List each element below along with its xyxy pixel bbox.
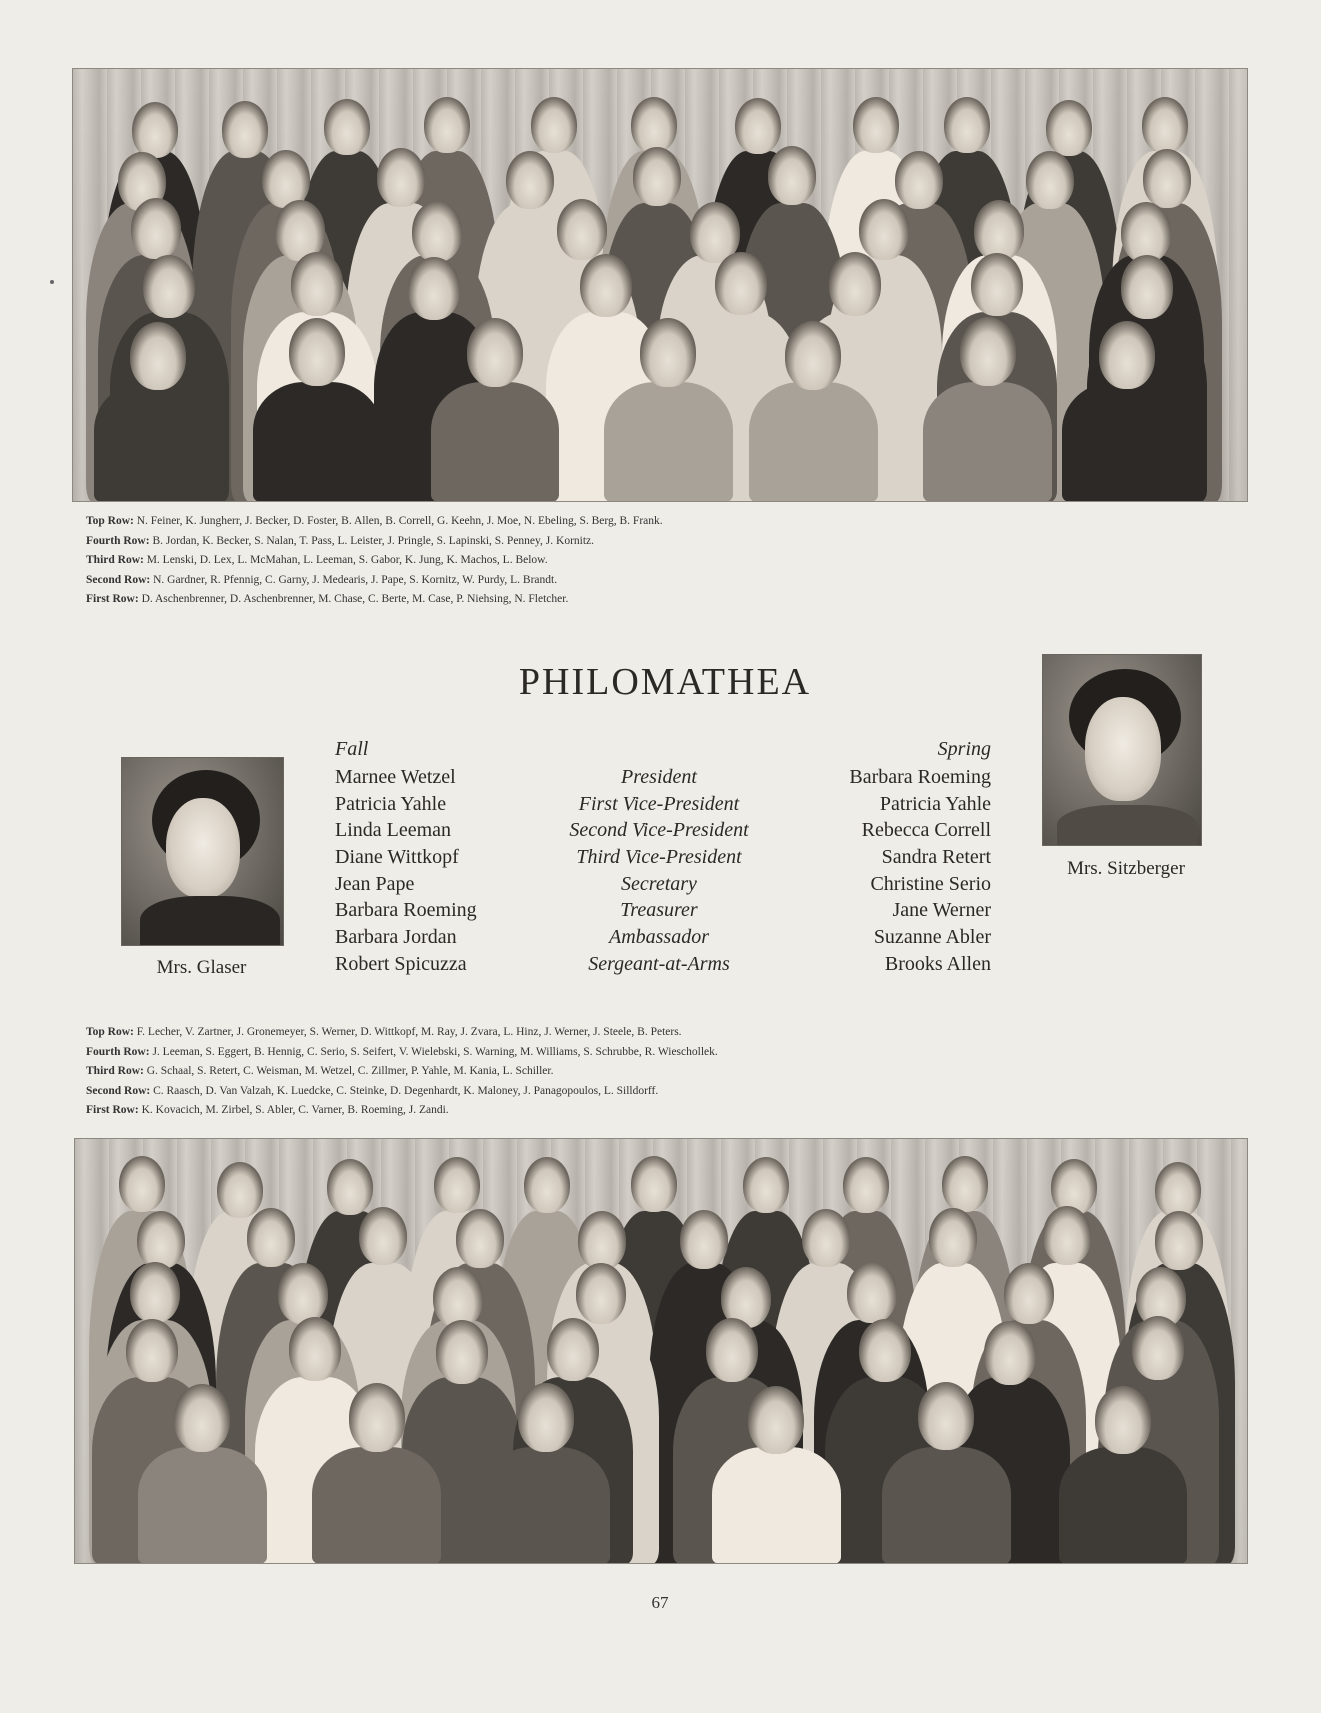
officer-fall-name: Linda Leeman xyxy=(335,819,452,842)
caption-row-label: Second Row: xyxy=(86,1084,151,1097)
caption-row-label: Third Row: xyxy=(86,1065,144,1077)
caption-row xyxy=(86,532,1246,552)
officer-spring-name: Suzanne Abler xyxy=(873,926,991,949)
caption-row xyxy=(86,512,1246,532)
top-group-photo xyxy=(72,68,1248,502)
officer-fall-name: Barbara Roeming xyxy=(335,899,477,922)
officer-fall-name: Marnee Wetzel xyxy=(335,766,456,788)
club-title: PHILOMATHEA xyxy=(518,661,812,703)
officer-fall-name: Barbara Jordan xyxy=(335,926,457,949)
bottom-photo-caption xyxy=(86,1023,1246,1121)
officer-fall-name: Patricia Yahle xyxy=(335,792,447,815)
caption-row xyxy=(86,1101,1246,1121)
caption-row-label: Second Row: xyxy=(86,573,151,586)
officer-fall-name: Jean Pape xyxy=(335,872,415,895)
officer-spring-name: Barbara Roeming xyxy=(849,766,991,788)
officer-row xyxy=(335,766,991,793)
caption-row-label: Third Row: xyxy=(86,554,144,566)
officer-row xyxy=(335,819,991,846)
caption-row-names: D. Aschenbrenner, D. Aschenbrenner, M. Chase, C. Berte, M. Case, P. Niehsing, N. Fletcher. xyxy=(141,593,569,605)
advisor-portrait-right xyxy=(1042,654,1202,846)
officers-header xyxy=(335,738,991,766)
officer-office: President xyxy=(621,766,697,788)
caption-row xyxy=(86,571,1246,591)
advisor-name-left: Mrs. Glaser xyxy=(156,957,247,978)
officer-office: Treasurer xyxy=(620,899,698,922)
caption-row-names: G. Schaal, S. Retert, C. Weisman, M. Wetzel, C. Zillmer, P. Yahle, M. Kania, L. Schiller. xyxy=(146,1065,554,1077)
officer-row xyxy=(335,953,991,980)
caption-row-names: M. Lenski, D. Lex, L. McMahan, L. Leeman, S. Gabor, K. Jung, K. Machos, L. Below. xyxy=(146,554,548,566)
caption-row xyxy=(86,1082,1246,1102)
caption-row-label: Top Row: xyxy=(86,1026,134,1038)
officer-office: Secretary xyxy=(621,872,697,895)
caption-row-label: First Row: xyxy=(86,593,139,605)
officer-row xyxy=(335,846,991,873)
caption-row-names: F. Lecher, V. Zartner, J. Gronemeyer, S. Werner, D. Wittkopf, M. Ray, J. Zvara, L. Hinz, J. Werner, J. Steele, B. Peters. xyxy=(136,1026,682,1038)
caption-row-names: B. Jordan, K. Becker, S. Nalan, T. Pass, L. Leister, J. Pringle, S. Lapinski, S. Penney, J. Kornitz. xyxy=(152,534,595,547)
officer-spring-name: Patricia Yahle xyxy=(879,792,991,815)
officer-row xyxy=(335,926,991,953)
caption-row-label: Fourth Row: xyxy=(86,1045,150,1058)
caption-row-label: Fourth Row: xyxy=(86,534,150,547)
caption-row-label: Top Row: xyxy=(86,515,134,527)
caption-row xyxy=(86,1062,1246,1082)
page-number: 67 xyxy=(651,1593,669,1612)
fall-heading: Fall xyxy=(335,738,369,760)
officer-row xyxy=(335,793,991,820)
caption-row-names: N. Gardner, R. Pfennig, C. Garny, J. Medearis, J. Pape, S. Kornitz, W. Purdy, L. Brandt. xyxy=(153,573,558,586)
bottom-photo-crowd xyxy=(75,1139,1247,1563)
officer-row xyxy=(335,873,991,900)
advisor-name-right: Mrs. Sitzberger xyxy=(1067,858,1185,879)
officer-office: Third Vice-President xyxy=(576,846,742,869)
top-photo-caption xyxy=(86,512,1246,610)
caption-row xyxy=(86,1023,1246,1043)
caption-row-names: J. Leeman, S. Eggert, B. Hennig, C. Serio, S. Seifert, V. Wielebski, S. Warning, M. Williams, S. Schrubbe, R. Wieschollek. xyxy=(152,1045,718,1058)
print-speck xyxy=(50,280,54,284)
officer-spring-name: Brooks Allen xyxy=(884,952,991,975)
officer-office: Sergeant-at-Arms xyxy=(588,952,730,975)
caption-row xyxy=(86,1043,1246,1063)
caption-row-names: K. Kovacich, M. Zirbel, S. Abler, C. Varner, B. Roeming, J. Zandi. xyxy=(141,1104,449,1116)
officer-office: Ambassador xyxy=(608,926,709,949)
caption-row xyxy=(86,551,1246,571)
officer-spring-name: Christine Serio xyxy=(870,872,991,895)
officer-office: First Vice-President xyxy=(578,792,740,815)
bottom-group-photo xyxy=(74,1138,1248,1564)
top-photo-crowd xyxy=(73,69,1247,501)
officer-spring-name: Rebecca Correll xyxy=(861,819,991,842)
spring-heading: Spring xyxy=(937,738,991,760)
officer-row xyxy=(335,899,991,926)
caption-row-names: C. Raasch, D. Van Valzah, K. Luedcke, C. Steinke, D. Degenhardt, K. Maloney, J. Panagopoulos, L. Silldorff. xyxy=(153,1084,659,1097)
officer-fall-name: Robert Spicuzza xyxy=(335,952,467,975)
officers-list xyxy=(335,738,991,980)
advisor-portrait-left xyxy=(121,757,284,946)
officer-fall-name: Diane Wittkopf xyxy=(335,846,459,869)
caption-row-names: N. Feiner, K. Jungherr, J. Becker, D. Foster, B. Allen, B. Correll, G. Keehn, J. Moe, N. Ebeling, S. Berg, B. Frank. xyxy=(136,515,663,527)
caption-row xyxy=(86,590,1246,610)
caption-row-label: First Row: xyxy=(86,1104,139,1116)
officer-spring-name: Sandra Retert xyxy=(881,846,991,869)
officer-spring-name: Jane Werner xyxy=(892,899,991,922)
officer-office: Second Vice-President xyxy=(569,819,749,842)
